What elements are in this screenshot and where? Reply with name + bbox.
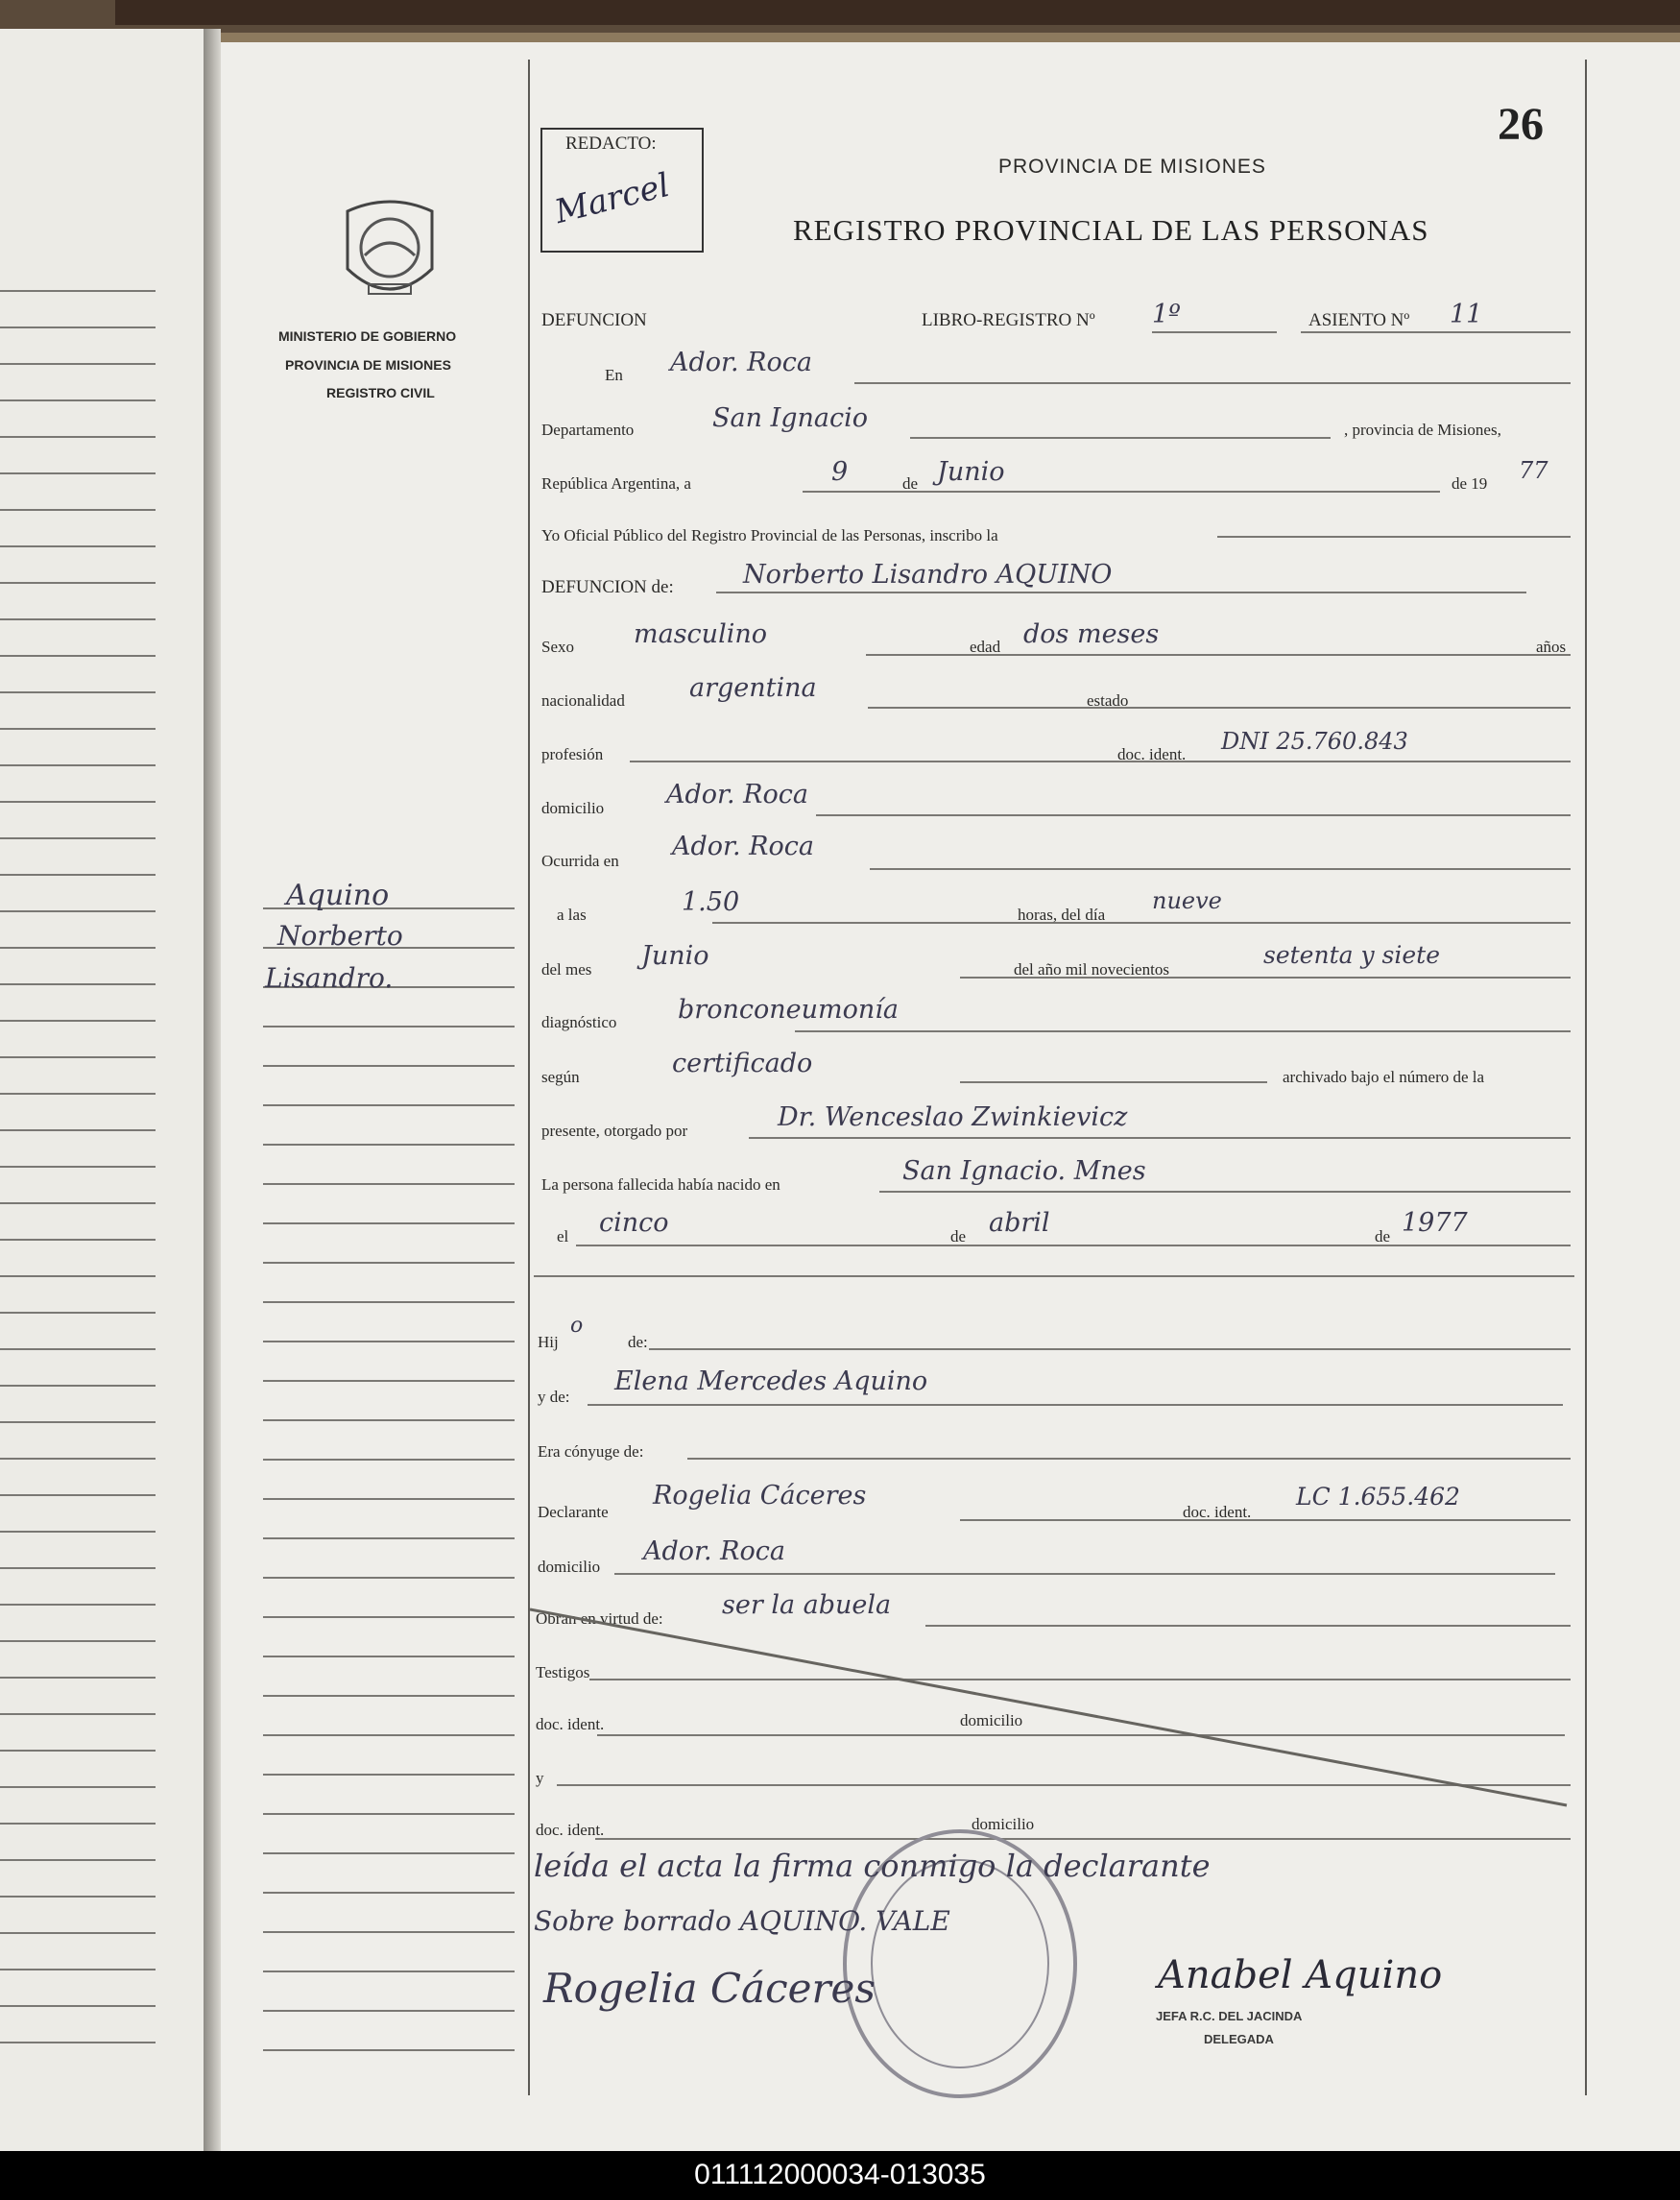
form-rule xyxy=(795,1030,1571,1032)
ministry-line3: REGISTRO CIVIL xyxy=(326,385,435,400)
ocurrida-label: Ocurrida en xyxy=(541,852,619,870)
margin-rule xyxy=(263,1065,515,1067)
left-page-rule xyxy=(0,655,156,657)
form-rule xyxy=(649,1348,1571,1350)
left-page-rule xyxy=(0,1166,156,1168)
form-rule xyxy=(614,1573,1555,1575)
left-page-rule xyxy=(0,290,156,292)
defuncion-heading: DEFUNCION xyxy=(541,310,647,330)
en-value: Ador. Roca xyxy=(670,348,812,377)
margin-rule xyxy=(263,1774,515,1776)
nacido-value: San Ignacio. Mnes xyxy=(902,1156,1146,1186)
conyuge-label: Era cónyuge de: xyxy=(538,1442,644,1461)
margin-rule xyxy=(263,1459,515,1461)
profesion-doc-label: doc. ident. xyxy=(1117,745,1187,763)
left-page-rule xyxy=(0,1202,156,1204)
margin-rule xyxy=(263,1104,515,1106)
left-page-rule xyxy=(0,874,156,876)
left-page-rule xyxy=(0,1823,156,1825)
form-rule xyxy=(595,1838,1571,1840)
edad-value: dos meses xyxy=(1023,619,1160,649)
left-page-rule xyxy=(0,1093,156,1095)
left-page-rule xyxy=(0,1969,156,1970)
doc2-label: doc. ident. xyxy=(536,1821,605,1839)
libro-label: LIBRO-REGISTRO Nº xyxy=(922,310,1095,330)
sexo-label: Sexo xyxy=(541,638,574,656)
fecha-year-prefix: de 19 xyxy=(1452,474,1488,493)
margin-rule xyxy=(263,2010,515,2012)
left-page-rule xyxy=(0,1385,156,1387)
left-page-rule xyxy=(0,1312,156,1314)
margin-rule xyxy=(263,1301,515,1303)
left-page-rule xyxy=(0,2005,156,2007)
left-page-rule xyxy=(0,728,156,730)
left-page-rule xyxy=(0,801,156,803)
form-rule xyxy=(1152,331,1277,333)
left-page-rule xyxy=(0,399,156,401)
nacionalidad-value: argentina xyxy=(689,673,817,703)
left-page-rule xyxy=(0,2042,156,2043)
declarante-doc-value: LC 1.655.462 xyxy=(1296,1483,1460,1511)
margin-note-surname: Aquino xyxy=(286,879,390,912)
page-number: 26 xyxy=(1498,99,1544,150)
edad-label: edad xyxy=(970,638,1001,656)
departamento-label: Departamento xyxy=(541,421,635,439)
left-page-rule xyxy=(0,545,156,547)
left-page-rule xyxy=(0,1932,156,1934)
doc1-label: doc. ident. xyxy=(536,1715,605,1733)
margin-rule xyxy=(263,1380,515,1382)
book-cover-edge xyxy=(115,0,1680,25)
margin-rule xyxy=(263,1183,515,1185)
diagnostico-label: diagnóstico xyxy=(541,1013,617,1031)
ocurrida-value: Ador. Roca xyxy=(672,832,814,861)
fecha-day: 9 xyxy=(831,457,849,487)
left-page-rule xyxy=(0,1786,156,1788)
hora-value: 1.50 xyxy=(682,887,740,917)
mes-label: del mes xyxy=(541,960,592,979)
left-page-rule xyxy=(0,363,156,365)
left-page-rule xyxy=(0,436,156,438)
left-page-rule xyxy=(0,1239,156,1241)
doc2-domicilio-label: domicilio xyxy=(972,1815,1035,1833)
book-spine xyxy=(204,29,221,2151)
en-label: En xyxy=(605,366,623,384)
left-page-rule xyxy=(0,1275,156,1277)
presente-value: Dr. Wenceslao Zwinkievicz xyxy=(778,1102,1128,1132)
form-rule xyxy=(588,1404,1563,1406)
form-rule xyxy=(687,1458,1571,1460)
asiento-label: ASIENTO Nº xyxy=(1308,310,1410,330)
margin-rule xyxy=(263,1498,515,1500)
redacto-signature: Marcel xyxy=(550,165,674,232)
declarante-doc-label: doc. ident. xyxy=(1183,1503,1252,1521)
margin-rule xyxy=(263,1026,515,1027)
margin-rule xyxy=(263,1222,515,1224)
form-rule xyxy=(879,1191,1571,1193)
province-heading: PROVINCIA DE MISIONES xyxy=(998,156,1266,178)
left-page-rule xyxy=(0,1531,156,1533)
fecha-de: de xyxy=(902,474,919,493)
left-page-rule xyxy=(0,1896,156,1898)
left-page-rule xyxy=(0,1750,156,1752)
diagnostico-value: bronconeumonía xyxy=(678,995,899,1025)
left-page-rule xyxy=(0,947,156,949)
y-de-label: y de: xyxy=(538,1388,570,1406)
segun-label: según xyxy=(541,1068,580,1086)
redacto-box xyxy=(540,128,704,253)
margin-rule xyxy=(263,1734,515,1736)
profesion-label: profesión xyxy=(541,745,604,763)
profesion-doc-value: DNI 25.760.843 xyxy=(1221,728,1408,755)
left-page-rule xyxy=(0,472,156,474)
form-rule xyxy=(630,761,1571,762)
margin-note-first-name: Norberto xyxy=(277,920,403,952)
doc1-domicilio-label: domicilio xyxy=(960,1711,1023,1729)
declarante-label: Declarante xyxy=(538,1503,609,1521)
margin-rule xyxy=(263,1852,515,1854)
ano-label: del año mil novecientos xyxy=(1014,960,1169,979)
left-page-rule xyxy=(0,1494,156,1496)
left-page-rule xyxy=(0,1421,156,1423)
deceased-name: Norberto Lisandro AQUINO xyxy=(743,560,1113,590)
margin-rule xyxy=(263,1577,515,1579)
left-page xyxy=(0,29,205,2151)
margin-rule xyxy=(263,1262,515,1264)
registry-title: REGISTRO PROVINCIAL DE LAS PERSONAS xyxy=(793,213,1429,247)
form-rule xyxy=(910,437,1331,439)
margin-rule xyxy=(263,1341,515,1342)
form-rule xyxy=(960,1081,1267,1083)
cancel-diagonal-line xyxy=(530,1604,1586,1815)
margin-rule xyxy=(263,1892,515,1894)
left-page-rule xyxy=(0,1604,156,1606)
margin-rule xyxy=(263,2049,515,2051)
domicilio-value: Ador. Roca xyxy=(666,780,808,810)
left-page-rule xyxy=(0,764,156,766)
left-page-rule xyxy=(0,1020,156,1022)
hijo-de: de: xyxy=(628,1333,648,1351)
birth-day-value: cinco xyxy=(599,1208,669,1238)
testigos-label: Testigos xyxy=(536,1663,590,1681)
left-page-rule xyxy=(0,691,156,693)
form-rule xyxy=(712,922,998,924)
margin-note-second-name: Lisandro. xyxy=(265,962,394,994)
domicilio2-value: Ador. Roca xyxy=(643,1536,785,1566)
y-witness-label: y xyxy=(536,1769,544,1787)
margin-rule xyxy=(263,1695,515,1697)
form-rule xyxy=(534,1275,1574,1277)
dia-value: nueve xyxy=(1152,887,1222,914)
obran-label: Obran en virtud de: xyxy=(536,1609,663,1628)
el-de1: de xyxy=(950,1227,967,1245)
margin-rule xyxy=(263,1931,515,1933)
obran-value: ser la abuela xyxy=(722,1590,892,1620)
fecha-year: 77 xyxy=(1519,457,1548,484)
sexo-value: masculino xyxy=(634,619,767,649)
left-page-rule xyxy=(0,1859,156,1861)
presente-label: presente, otorgado por xyxy=(541,1122,688,1140)
left-page-rule xyxy=(0,582,156,584)
form-rule xyxy=(716,592,1526,593)
domicilio-label: domicilio xyxy=(541,799,605,817)
left-page-rule xyxy=(0,1567,156,1569)
left-page-rule xyxy=(0,910,156,912)
left-page-rule xyxy=(0,837,156,839)
declarante-signature: Rogelia Cáceres xyxy=(543,1965,876,2012)
hijo-label: Hij xyxy=(538,1333,559,1351)
left-page-rule xyxy=(0,1640,156,1642)
margin-rule xyxy=(263,1144,515,1146)
form-rule xyxy=(960,1519,1571,1521)
provincial-crest-icon xyxy=(336,192,444,309)
mother-name: Elena Mercedes Aquino xyxy=(614,1366,928,1396)
segun-suffix: archivado bajo el número de la xyxy=(1283,1068,1485,1086)
segun-value: certificado xyxy=(672,1049,813,1078)
horas-dia-label: horas, del día xyxy=(1018,906,1106,924)
anos-label: años xyxy=(1536,638,1567,656)
declarante-value: Rogelia Cáceres xyxy=(653,1481,867,1511)
margin-rule xyxy=(263,1656,515,1657)
ministry-line1: MINISTERIO DE GOBIERNO xyxy=(278,328,457,344)
form-rule xyxy=(1301,331,1571,333)
left-page-rule xyxy=(0,983,156,985)
defuncion-de-label: DEFUNCION de: xyxy=(541,577,674,597)
left-page-rule xyxy=(0,1458,156,1460)
left-page-rule xyxy=(0,1348,156,1350)
left-page-rule xyxy=(0,1056,156,1058)
archive-id-bar xyxy=(0,2151,1680,2200)
margin-rule xyxy=(263,1537,515,1539)
libro-value: 1º xyxy=(1152,300,1181,329)
ano-value: setenta y siete xyxy=(1263,941,1440,969)
margin-rule xyxy=(263,1419,515,1421)
form-rule xyxy=(816,814,1571,816)
left-page-rule xyxy=(0,1677,156,1679)
form-rule xyxy=(576,1245,1571,1246)
official-stamp-line2: DELEGADA xyxy=(1204,2032,1274,2046)
birth-month-value: abril xyxy=(989,1208,1050,1238)
left-page-rule xyxy=(0,618,156,620)
margin-rule xyxy=(263,1616,515,1618)
left-page-rule xyxy=(0,1129,156,1131)
el-label: el xyxy=(557,1227,569,1245)
birth-year-value: 1977 xyxy=(1402,1208,1468,1238)
official-stamp-line1: JEFA R.C. DEL JACINDA xyxy=(1156,2009,1303,2023)
departamento-value: San Ignacio xyxy=(712,403,869,433)
fecha-prefix: República Argentina, a xyxy=(541,474,691,493)
form-rule xyxy=(749,1137,1571,1139)
form-rule xyxy=(1217,536,1571,538)
closing-line1: leída el acta la firma conmigo la declarante xyxy=(534,1848,1211,1884)
archive-id: 011112000034-013035 xyxy=(694,2159,986,2190)
estado-label: estado xyxy=(1087,691,1129,710)
form-rule xyxy=(854,382,1571,384)
fecha-month: Junio xyxy=(937,457,1005,487)
margin-rule xyxy=(263,1813,515,1815)
inscribo-text: Yo Oficial Público del Registro Provincial de las Personas, inscribo la xyxy=(541,526,998,544)
left-page-rule xyxy=(0,509,156,511)
margin-rule xyxy=(263,1970,515,1972)
form-rule xyxy=(870,868,1571,870)
official-signature: Anabel Aquino xyxy=(1158,1953,1443,1997)
ministry-line2: PROVINCIA DE MISIONES xyxy=(285,357,451,373)
hora-label: a las xyxy=(557,906,587,924)
left-page-rule xyxy=(0,326,156,328)
domicilio2-label: domicilio xyxy=(538,1558,601,1576)
closing-line2: Sobre borrado AQUINO. VALE xyxy=(534,1905,950,1937)
form-rule xyxy=(868,707,1571,709)
el-de2: de xyxy=(1375,1227,1391,1245)
asiento-value: 11 xyxy=(1450,300,1483,329)
hijo-suffix: o xyxy=(570,1314,584,1338)
nacionalidad-label: nacionalidad xyxy=(541,691,625,710)
form-rule xyxy=(803,491,1440,493)
nacido-label: La persona fallecida había nacido en xyxy=(541,1175,780,1194)
redacto-label: REDACTO: xyxy=(565,133,657,154)
left-page-rule xyxy=(0,1713,156,1715)
departamento-suffix: , provincia de Misiones, xyxy=(1344,421,1501,439)
mes-value: Junio xyxy=(641,941,709,971)
